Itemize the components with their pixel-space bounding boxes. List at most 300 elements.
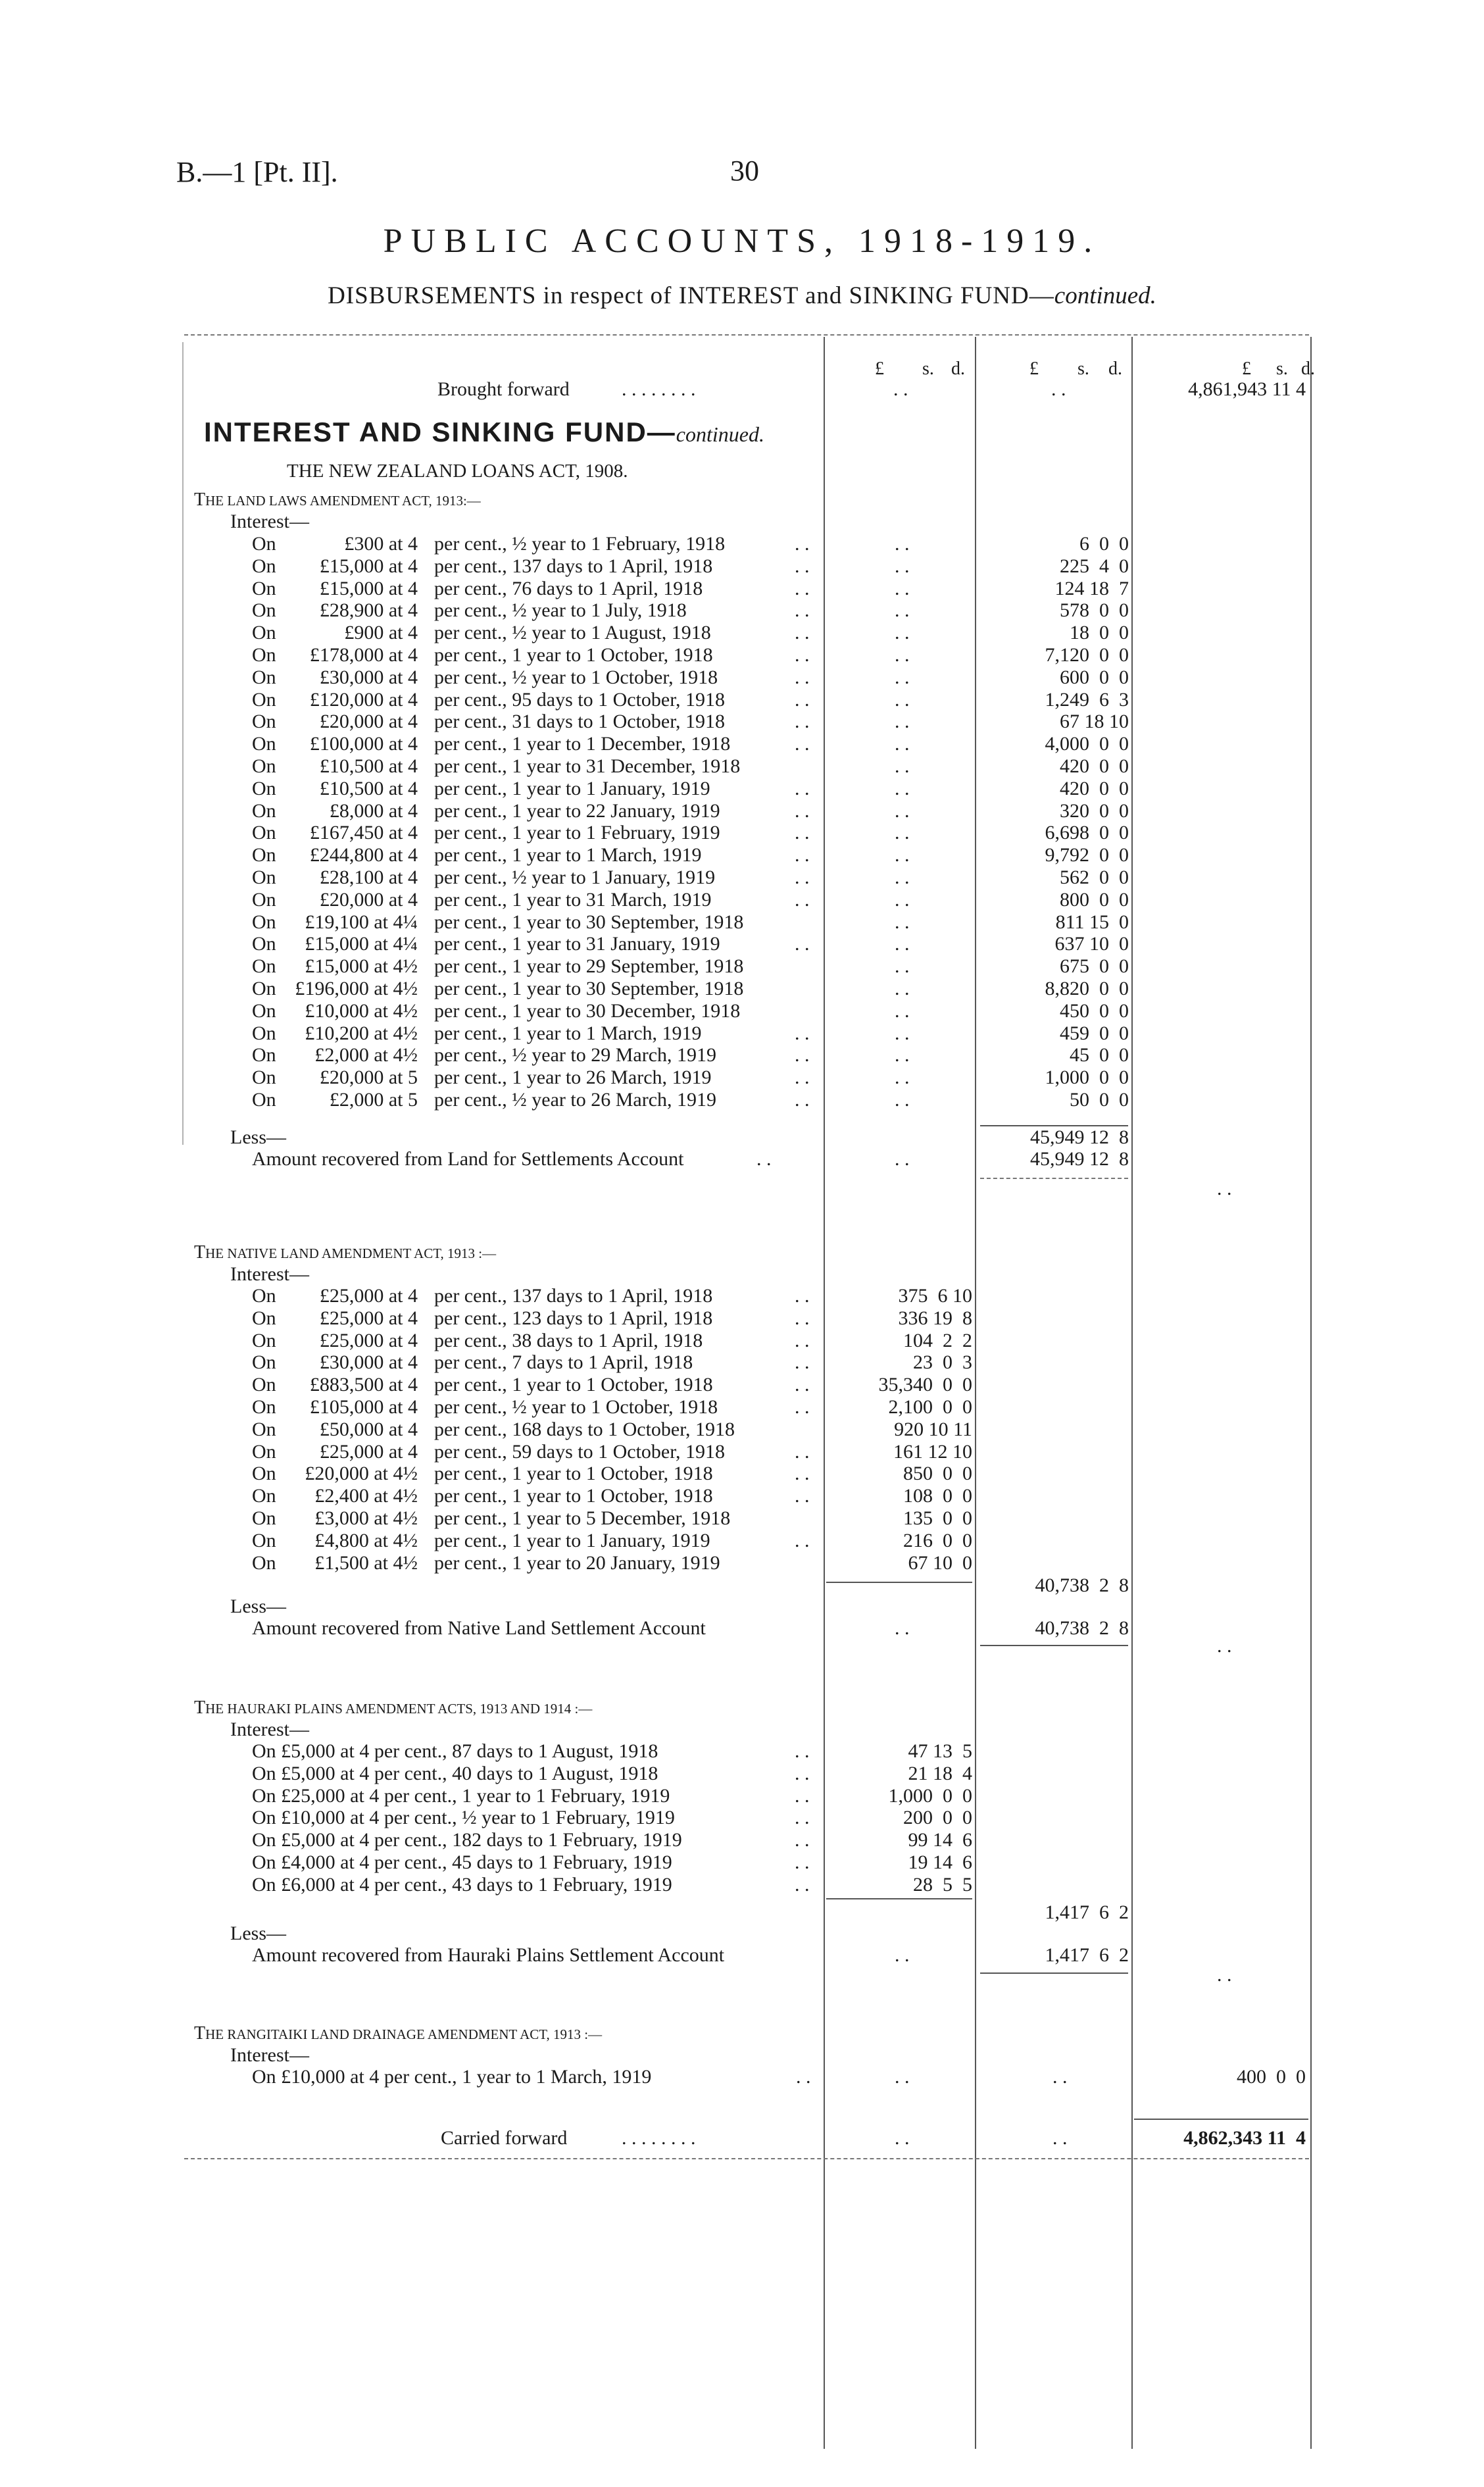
row-dots-col1: . . [895,888,910,911]
carried-forward-dots-col2: . . [1052,2127,1068,2149]
col-pence-1: d. [951,359,965,379]
table-row [0,955,1484,977]
row-dots-col1: . . [895,1067,910,1089]
table-row [0,1441,1484,1463]
row-amount: 637 10 0 [1054,933,1129,955]
row-on: On [252,1351,276,1374]
row-principal: £20,000 at 4 [319,888,418,911]
table-row [0,1419,1484,1440]
row-principal: £2,000 at 4½ [314,1044,418,1067]
row-on: On [252,1285,276,1307]
subtitle-main: DISBURSEMENTS in respect of INTEREST and SINKING FUND— [328,282,1054,309]
table-row [0,689,1484,711]
brought-forward-total: 4,861,943 11 4 [1188,378,1306,400]
row-principal: £178,000 at 4 [309,644,418,666]
row-amount: 23 0 3 [913,1351,972,1374]
row-dots-col1: . . [895,622,910,644]
land-laws-less-amount: 45,949 12 8 [1030,1148,1129,1170]
table-row [0,1552,1484,1574]
row-on: On [252,1067,276,1089]
row-principal: £10,500 at 4 [319,777,418,799]
row-amount: 161 12 10 [893,1440,972,1463]
table-row [0,1807,1484,1828]
row-dots: . . [795,822,810,844]
row-on: On [252,1022,276,1044]
row-principal: £196,000 at 4½ [295,978,418,999]
row-detail: per cent., ½ year to 1 February, 1918 [434,533,726,555]
row-amount: 1,000 0 0 [1045,1067,1129,1089]
rangitaiki-heading-initial: T [194,2023,206,2044]
row-text: On £10,000 at 4 per cent., ½ year to 1 February, 1919 [252,1807,675,1829]
row-amount: 28 5 5 [913,1873,972,1896]
land-laws-interest-label: Interest— [230,511,309,532]
row-amount: 9,792 0 0 [1045,844,1129,867]
document-reference: B.—1 [Pt. II]. [176,156,338,188]
native-land-less-amount: 40,738 2 8 [1035,1617,1129,1639]
row-principal: £300 at 4 [344,533,418,555]
native-land-less-dots-col1: . . [895,1617,910,1639]
row-detail: per cent., 1 year to 29 September, 1918 [434,955,744,978]
carried-forward-label: Carried forward [441,2127,568,2149]
row-dots: . . [795,622,810,644]
col-shillings-2: s. [1077,359,1089,379]
row-amount: 562 0 0 [1060,867,1129,888]
row-dots: . . [795,644,810,666]
row-on: On [252,1507,276,1529]
table-row [0,644,1484,666]
native-land-less-detail: Amount recovered from Native Land Settlement Account [252,1617,706,1639]
row-on: On [252,1089,276,1111]
row-principal: £244,800 at 4 [309,844,418,867]
table-row [0,778,1484,799]
rangitaiki-row-dots: . . [796,2066,811,2088]
row-dots-col1: . . [895,822,910,844]
rangitaiki-heading [194,2023,602,2044]
row-detail: per cent., 1 year to 26 March, 1919 [434,1067,712,1089]
table-row [0,1874,1484,1896]
land-laws-less-label: Less— [230,1126,286,1148]
row-principal: £900 at 4 [344,622,418,644]
row-text: On £4,000 at 4 per cent., 45 days to 1 February, 1919 [252,1851,672,1873]
row-amount: 108 0 0 [903,1485,972,1507]
row-dots: . . [795,1851,810,1873]
row-detail: per cent., 59 days to 1 October, 1918 [434,1440,726,1463]
row-amount: 850 0 0 [903,1463,972,1485]
row-amount: 420 0 0 [1060,755,1129,777]
row-on: On [252,1463,276,1485]
row-detail: per cent., 1 year to 31 March, 1919 [434,888,712,911]
land-laws-heading-rest: HE LAND LAWS AMENDMENT ACT, 1913:— [205,493,481,509]
row-dots-col1: . . [895,733,910,755]
row-on: On [252,733,276,755]
row-principal: £2,400 at 4½ [314,1485,418,1507]
row-on: On [252,978,276,999]
carried-forward-dots: . . . . . . . . [622,2127,696,2149]
row-detail: per cent., ½ year to 1 October, 1918 [434,666,718,688]
row-text: On £6,000 at 4 per cent., 43 days to 1 February, 1919 [252,1873,672,1896]
land-laws-heading [194,490,481,511]
col-pounds-2: £ [1029,359,1039,379]
row-on: On [252,599,276,622]
table-row [0,711,1484,732]
row-text: On £25,000 at 4 per cent., 1 year to 1 February, 1919 [252,1784,670,1807]
row-principal: £28,100 at 4 [319,867,418,888]
row-dots: . . [795,577,810,599]
row-on: On [252,777,276,799]
table-row [0,1089,1484,1111]
subtitle-italic: continued. [1054,282,1156,309]
row-amount: 578 0 0 [1060,599,1129,622]
brought-forward-dots: . . . . . . . . [622,378,696,400]
row-detail: per cent., ½ year to 1 July, 1918 [434,599,687,622]
rangitaiki-row-dots-col2: . . [1052,2066,1068,2088]
row-detail: per cent., 1 year to 20 January, 1919 [434,1551,720,1574]
row-amount: 336 19 8 [898,1307,972,1329]
hauraki-less-amount: 1,417 6 2 [1045,1944,1129,1966]
col-pounds-1: £ [875,359,884,379]
land-laws-less-dots: . . [756,1148,772,1170]
row-detail: per cent., 1 year to 1 December, 1918 [434,733,731,755]
carried-forward-total: 4,862,343 11 4 [1183,2127,1306,2149]
row-on: On [252,1396,276,1418]
row-detail: per cent., 1 year to 1 February, 1919 [434,822,720,844]
table-row [0,1740,1484,1762]
row-on: On [252,644,276,666]
row-dots: . . [795,666,810,688]
row-principal: £15,000 at 4½ [305,955,418,978]
native-land-heading-rest: HE NATIVE LAND AMENDMENT ACT, 1913 :— [205,1245,497,1261]
row-on: On [252,844,276,867]
row-amount: 19 14 6 [908,1851,972,1873]
hauraki-heading [194,1697,592,1719]
row-principal: £10,000 at 4½ [305,999,418,1022]
table-row [0,1374,1484,1395]
table-row [0,911,1484,933]
rangitaiki-total-rule [1134,2119,1308,2120]
native-land-subtotal: 40,738 2 8 [1035,1574,1129,1596]
row-on: On [252,577,276,599]
table-row [0,1307,1484,1329]
row-dots-col1: . . [895,577,910,599]
row-principal: £167,450 at 4 [309,822,418,844]
row-dots: . . [795,1485,810,1507]
table-top-rule [184,334,1309,336]
row-amount: 375 6 10 [898,1285,972,1307]
row-dots-col1: . . [895,978,910,999]
row-detail: per cent., 38 days to 1 April, 1918 [434,1329,703,1351]
table-row [0,844,1484,866]
row-principal: £883,500 at 4 [309,1374,418,1396]
row-amount: 124 18 7 [1054,577,1129,599]
row-on: On [252,666,276,688]
row-principal: £10,200 at 4½ [305,1022,418,1044]
table-row [0,800,1484,822]
native-land-heading-initial: T [194,1242,206,1263]
row-principal: £28,900 at 4 [319,599,418,622]
native-land-net-dots: . . [1217,1635,1232,1657]
row-on: On [252,1374,276,1396]
row-dots: . . [795,1463,810,1485]
row-on: On [252,933,276,955]
table-row [0,1022,1484,1044]
row-dots: . . [795,1784,810,1807]
col-pence-3: d. [1301,359,1315,379]
row-principal: £25,000 at 4 [319,1440,418,1463]
row-detail: per cent., 1 year to 31 December, 1918 [434,755,741,777]
table-row [0,755,1484,777]
row-dots-col1: . . [895,644,910,666]
row-dots-col1: . . [895,1044,910,1067]
row-amount: 600 0 0 [1060,666,1129,688]
col-shillings-1: s. [922,359,934,379]
row-detail: per cent., 1 year to 1 October, 1918 [434,644,713,666]
row-detail: per cent., ½ year to 29 March, 1919 [434,1044,717,1067]
row-amount: 6 0 0 [1079,533,1129,555]
row-on: On [252,999,276,1022]
hauraki-net-dots: . . [1217,1964,1232,1986]
row-detail: per cent., 1 year to 22 January, 1919 [434,799,720,822]
row-detail: per cent., 1 year to 1 October, 1918 [434,1463,713,1485]
hauraki-heading-initial: T [194,1697,206,1718]
col-shillings-3: s. [1276,359,1288,379]
row-dots-col1: . . [895,555,910,577]
table-row [0,867,1484,888]
row-detail: per cent., 95 days to 1 October, 1918 [434,688,726,711]
table-row [0,1507,1484,1529]
col-pence-2: d. [1108,359,1122,379]
row-dots: . . [795,1307,810,1329]
row-dots-col1: . . [895,933,910,955]
table-row [0,666,1484,688]
row-detail: per cent., 31 days to 1 October, 1918 [434,711,726,733]
row-text: On £5,000 at 4 per cent., 182 days to 1 February, 1919 [252,1829,682,1851]
native-land-col1-rule [826,1582,972,1583]
table-row [0,1396,1484,1418]
row-dots: . . [795,1873,810,1896]
row-dots: . . [795,933,810,955]
row-amount: 67 10 0 [908,1551,972,1574]
table-row [0,1285,1484,1307]
table-row [0,533,1484,555]
row-dots-col1: . . [895,844,910,867]
row-principal: £20,000 at 4 [319,711,418,733]
table-row [0,1463,1484,1484]
row-on: On [252,955,276,978]
row-principal: £15,000 at 4 [319,577,418,599]
row-amount: 6,698 0 0 [1045,822,1129,844]
row-amount: 920 10 11 [894,1418,972,1440]
row-principal: £15,000 at 4 [319,555,418,577]
row-dots: . . [795,1374,810,1396]
row-dots-col1: . . [895,533,910,555]
row-amount: 675 0 0 [1060,955,1129,978]
carried-forward-dots-col1: . . [895,2127,910,2149]
row-on: On [252,867,276,888]
row-on: On [252,533,276,555]
table-row [0,733,1484,755]
brought-forward-label: Brought forward [437,378,570,400]
row-on: On [252,822,276,844]
row-on: On [252,799,276,822]
col-pounds-3: £ [1242,359,1251,379]
row-principal: £20,000 at 4½ [305,1463,418,1485]
table-row [0,822,1484,843]
row-detail: per cent., 168 days to 1 October, 1918 [434,1418,735,1440]
row-dots-col1: . . [895,688,910,711]
row-dots: . . [795,1351,810,1374]
table-row [0,978,1484,999]
table-row [0,578,1484,599]
row-dots: . . [795,533,810,555]
row-detail: per cent., 1 year to 1 March, 1919 [434,1022,702,1044]
row-on: On [252,1418,276,1440]
row-dots-col1: . . [895,955,910,978]
table-row [0,599,1484,621]
land-laws-less-dots-col1: . . [895,1148,910,1170]
row-dots: . . [795,1762,810,1784]
row-dots: . . [795,1067,810,1089]
table-row [0,1829,1484,1851]
row-amount: 225 4 0 [1060,555,1129,577]
row-amount: 21 18 4 [908,1762,972,1784]
hauraki-less-rule [980,1972,1128,1974]
row-dots: . . [795,1440,810,1463]
row-principal: £19,100 at 4¼ [305,911,418,933]
table-row [0,1351,1484,1373]
row-on: On [252,622,276,644]
row-dots: . . [795,1396,810,1418]
row-dots: . . [795,555,810,577]
row-detail: per cent., ½ year to 1 October, 1918 [434,1396,718,1418]
row-dots: . . [795,888,810,911]
row-detail: per cent., 1 year to 5 December, 1918 [434,1507,731,1529]
row-principal: £10,500 at 4 [319,755,418,777]
row-on: On [252,911,276,933]
row-amount: 420 0 0 [1060,777,1129,799]
row-on: On [252,1044,276,1067]
row-dots-col1: . . [895,777,910,799]
row-dots-col1: . . [895,999,910,1022]
row-dots: . . [795,599,810,622]
row-principal: £120,000 at 4 [309,688,418,711]
row-dots-col1: . . [895,867,910,888]
rangitaiki-row-text: On £10,000 at 4 per cent., 1 year to 1 March, 1919 [252,2066,652,2088]
row-principal: £100,000 at 4 [309,733,418,755]
row-detail: per cent., ½ year to 26 March, 1919 [434,1089,717,1111]
row-dots-col1: . . [895,1089,910,1111]
row-amount: 18 0 0 [1070,622,1129,644]
row-detail: per cent., 1 year to 1 October, 1918 [434,1485,713,1507]
table-row [0,1763,1484,1784]
row-dots-col1: . . [895,1022,910,1044]
hauraki-less-label: Less— [230,1922,286,1944]
row-on: On [252,1329,276,1351]
land-laws-net-dots: . . [1217,1178,1232,1199]
row-principal: £25,000 at 4 [319,1285,418,1307]
hauraki-interest-label: Interest— [230,1719,309,1740]
row-on: On [252,1529,276,1551]
hauraki-less-detail: Amount recovered from Hauraki Plains Settlement Account [252,1944,725,1966]
row-amount: 216 0 0 [903,1529,972,1551]
row-amount: 50 0 0 [1070,1089,1129,1111]
row-amount: 104 2 2 [903,1329,972,1351]
land-laws-less-detail: Amount recovered from Land for Settlements Account [252,1148,684,1170]
row-dots-col1: . . [895,666,910,688]
row-detail: per cent., ½ year to 1 August, 1918 [434,622,711,644]
row-dots: . . [795,1529,810,1551]
native-land-less-rule [980,1645,1128,1646]
hauraki-heading-rest: HE HAURAKI PLAINS AMENDMENT ACTS, 1913 AND 1914 :— [205,1701,593,1717]
row-amount: 47 13 5 [908,1740,972,1762]
page-title: PUBLIC ACCOUNTS, 1918-1919. [383,222,1101,260]
row-amount: 35,340 0 0 [878,1374,972,1396]
row-detail: per cent., 1 year to 1 October, 1918 [434,1374,713,1396]
row-amount: 1,000 0 0 [888,1784,972,1807]
brought-forward-dots-col2: . . [1051,378,1066,400]
row-dots: . . [795,733,810,755]
row-dots: . . [795,844,810,867]
row-amount: 99 14 6 [908,1829,972,1851]
land-laws-subtotal: 45,949 12 8 [1030,1126,1129,1148]
brought-forward-dots-col1: . . [893,378,908,400]
row-on: On [252,888,276,911]
row-amount: 135 0 0 [903,1507,972,1529]
row-amount: 2,100 0 0 [888,1396,972,1418]
row-dots: . . [795,1329,810,1351]
row-on: On [252,755,276,777]
row-dots: . . [795,1044,810,1067]
row-detail: per cent., 7 days to 1 April, 1918 [434,1351,693,1374]
table-row [0,1067,1484,1088]
row-principal: £105,000 at 4 [309,1396,418,1418]
native-land-heading [194,1242,496,1263]
table-row [0,889,1484,911]
table-row [0,1530,1484,1551]
table-row [0,555,1484,577]
row-principal: £20,000 at 5 [319,1067,418,1089]
row-dots-col1: . . [895,711,910,733]
row-dots-col1: . . [895,599,910,622]
row-on: On [252,555,276,577]
page-subtitle [0,282,1484,310]
row-dots: . . [795,1740,810,1762]
row-amount: 450 0 0 [1060,999,1129,1022]
rangitaiki-heading-rest: HE RANGITAIKI LAND DRAINAGE AMENDMENT ACT, 1913 :— [205,2026,603,2042]
row-principal: £25,000 at 4 [319,1329,418,1351]
land-laws-less-rule [980,1178,1128,1179]
row-detail: per cent., 1 year to 1 January, 1919 [434,1529,710,1551]
hauraki-col1-rule [826,1898,972,1899]
row-detail: per cent., 1 year to 1 January, 1919 [434,777,710,799]
row-dots: . . [795,777,810,799]
row-dots: . . [795,1807,810,1829]
hauraki-subtotal: 1,417 6 2 [1045,1901,1129,1923]
row-detail: per cent., 137 days to 1 April, 1918 [434,555,713,577]
row-detail: per cent., 123 days to 1 April, 1918 [434,1307,713,1329]
row-detail: per cent., 1 year to 31 January, 1919 [434,933,720,955]
row-dots: . . [795,799,810,822]
row-principal: £50,000 at 4 [319,1418,418,1440]
row-on: On [252,1485,276,1507]
row-dots-col1: . . [895,755,910,777]
row-amount: 7,120 0 0 [1045,644,1129,666]
table-row [0,1485,1484,1507]
hauraki-less-dots-col1: . . [895,1944,910,1966]
row-principal: £2,000 at 5 [329,1089,418,1111]
row-detail: per cent., 1 year to 30 September, 1918 [434,911,744,933]
row-text: On £5,000 at 4 per cent., 87 days to 1 August, 1918 [252,1740,658,1762]
table-row [0,1044,1484,1066]
